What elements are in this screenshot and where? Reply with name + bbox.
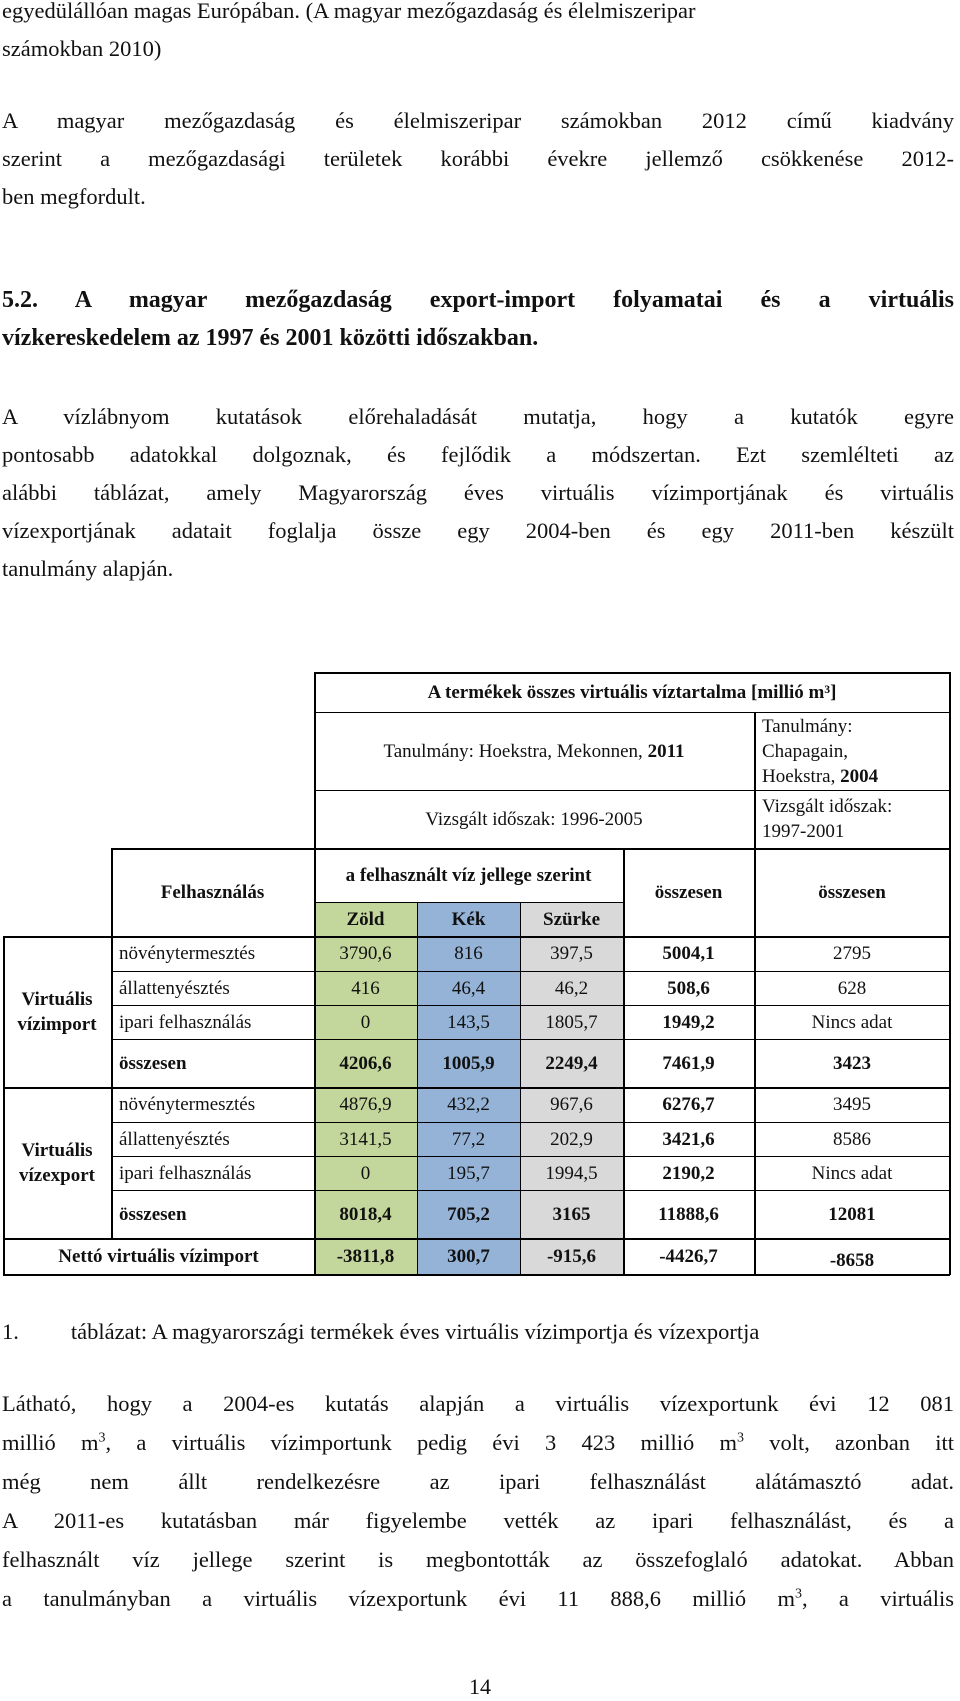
table-cell-name: növénytermesztés — [119, 1094, 256, 1115]
table-cell-green: 4876,9 — [314, 1087, 417, 1122]
grid-line — [3, 1087, 950, 1089]
table-cell-grey: 3165 — [520, 1190, 623, 1238]
table-cell-blue: 77,2 — [417, 1122, 520, 1156]
import-label-line: vízimport — [17, 1013, 97, 1035]
text-span: a tanulmányban a virtuális vízexportunk évi 11 888,6 millió m — [2, 1586, 795, 1611]
net-row-cell-blue: 300,7 — [417, 1238, 520, 1274]
table-cell-grey: 967,6 — [520, 1087, 623, 1122]
text-line: még nem állt rendelkezésre az ipari felhasználást alátámasztó adat. — [2, 1469, 954, 1494]
study-2004-label: Tanulmány: — [762, 715, 853, 737]
grid-line — [417, 902, 418, 1275]
grid-line — [314, 672, 316, 1275]
total-2004-header: összesen — [818, 881, 886, 903]
text-line: vízexportjának adatait foglalja össze egy 2004-ben és egy 2011-ben készült — [2, 518, 954, 543]
text-line: A 2011-es kutatásban már figyelembe vették az ipari felhasználást, és a — [2, 1508, 954, 1533]
net-row-cell-green: -3811,8 — [314, 1238, 417, 1274]
table-cell-name: állattenyésztés — [119, 977, 230, 999]
total-2011-header: összesen — [654, 881, 723, 903]
text-span: millió m — [2, 1430, 99, 1455]
green-header: Zöld — [346, 908, 385, 930]
table-cell-total: 2190,2 — [662, 1162, 715, 1184]
grid-line — [111, 1005, 950, 1006]
grid-line — [623, 848, 625, 1275]
grid-line — [111, 1039, 950, 1040]
table-cell-green: 416 — [314, 971, 417, 1005]
period-2004 — [754, 790, 950, 848]
text-line — [2, 1582, 954, 1616]
table-caption — [2, 1316, 954, 1348]
grid-line — [3, 936, 5, 1275]
study-2004-author2: Hoekstra, — [762, 765, 841, 787]
table-cell-blue: 143,5 — [417, 1005, 520, 1039]
grid-line — [314, 712, 950, 713]
study-2004 — [754, 712, 950, 790]
water-type-header: a felhasznált víz jellege szerint — [345, 864, 592, 886]
table-cell-blue: 705,2 — [417, 1190, 520, 1238]
table-cell-blue: 432,2 — [417, 1087, 520, 1122]
table-cell-green: 8018,4 — [314, 1190, 417, 1238]
section-heading-line: vízkereskedelem az 1997 és 2001 közötti időszakban. — [2, 325, 539, 351]
table-cell-blue: 816 — [417, 936, 520, 971]
period-2004-label: Vizsgált időszak: — [762, 796, 893, 817]
study-2011-authors: Tanulmány: Hoekstra, Mekonnen, — [383, 740, 648, 762]
table-cell-green: 4206,6 — [314, 1039, 417, 1087]
study-2011 — [314, 712, 754, 790]
table-cell-total2004: 2795 — [833, 943, 871, 964]
grid-line — [314, 902, 623, 903]
text-line: ben megfordult. — [2, 184, 146, 209]
table-cell-grey: 1805,7 — [520, 1005, 623, 1039]
table-cell-total2004: 12081 — [828, 1203, 876, 1225]
grey-header: Szürke — [543, 908, 600, 930]
grid-line — [314, 672, 950, 674]
study-2011-year: 2011 — [647, 740, 685, 762]
table-cell-blue: 46,4 — [417, 971, 520, 1005]
import-group-label — [3, 936, 111, 1087]
caption-text: táblázat: A magyarországi termékek éves virtuális vízimportja és vízexportja — [70, 1319, 760, 1344]
table-cell-grey: 1994,5 — [520, 1156, 623, 1190]
table-cell-total: 6276,7 — [662, 1094, 715, 1115]
table-cell-total: 508,6 — [667, 977, 710, 999]
table-cell-total2004: Nincs adat — [811, 1011, 893, 1033]
grid-line — [111, 971, 950, 972]
net-row-cell-total: -4426,7 — [659, 1245, 718, 1267]
import-label-line: Virtuális — [21, 988, 93, 1010]
table-cell-total2004: 628 — [837, 977, 867, 999]
grid-line — [3, 936, 950, 938]
export-group-label — [3, 1087, 111, 1238]
table-cell-grey: 202,9 — [520, 1122, 623, 1156]
table-cell-total: 11888,6 — [658, 1203, 719, 1225]
text-span: Látható, hogy a 2004-es kutatás alapján a virtuális vízexportunk évi 12 081 — [2, 1391, 954, 1416]
export-label-line: vízexport — [19, 1164, 95, 1186]
text-line: alábbi táblázat, amely Magyarország éves virtuális vízimportjának és virtuális — [2, 480, 954, 505]
text-line — [2, 1387, 954, 1421]
table-cell-total: 7461,9 — [662, 1052, 715, 1074]
grid-line — [949, 672, 951, 1275]
caption-number: 1. — [2, 1319, 19, 1344]
table-cell-name: ipari felhasználás — [119, 1011, 252, 1033]
table-cell-total2004: 3495 — [833, 1094, 871, 1115]
table-title: A termékek összes virtuális víztartalma [millió m³] — [427, 681, 837, 703]
superscript: 3 — [736, 1430, 744, 1446]
table-cell-green: 3141,5 — [314, 1122, 417, 1156]
usage-header: Felhasználás — [160, 881, 265, 903]
text-line: A magyar mezőgazdaság és élelmiszeripar számokban 2012 című kiadvány — [2, 108, 954, 133]
grid-line — [520, 902, 521, 1275]
virtual-water-table — [3, 672, 950, 1275]
text-span: , a virtuális vízimportunk pedig évi 3 423 millió m — [105, 1430, 737, 1455]
text-line: számokban 2010) — [2, 36, 162, 61]
grid-line — [111, 848, 113, 1238]
grid-line — [3, 1274, 950, 1276]
grid-line — [111, 1190, 950, 1191]
text-line: szerint a mezőgazdasági területek korábbi évekre jellemző csökkenése 2012- — [2, 146, 954, 171]
export-label-line: Virtuális — [21, 1139, 93, 1161]
table-cell-total2004: 8586 — [833, 1128, 871, 1150]
study-2004-year: 2004 — [840, 765, 879, 787]
table-cell-total: 1949,2 — [662, 1011, 715, 1033]
net-row-cell-grey: -915,6 — [520, 1238, 623, 1274]
study-2004-author1: Chapagain, — [762, 740, 849, 762]
table-cell-name: állattenyésztés — [119, 1128, 230, 1150]
grid-line — [111, 1156, 950, 1157]
text-line: felhasznált víz jellege szerint is megbontották az összefoglaló adatokat. Abban — [2, 1547, 954, 1572]
table-cell-green: 0 — [314, 1156, 417, 1190]
page-number: 14 — [469, 1674, 491, 1699]
period-2004-years: 1997-2001 — [762, 821, 845, 842]
text-line — [2, 1426, 954, 1460]
grid-line — [3, 1238, 950, 1240]
grid-line — [111, 1122, 950, 1123]
superscript: 3 — [794, 1586, 802, 1602]
table-cell-grey: 397,5 — [520, 936, 623, 971]
table-cell-blue: 1005,9 — [417, 1039, 520, 1087]
table-cell-grey: 46,2 — [520, 971, 623, 1005]
table-cell-name: növénytermesztés — [119, 943, 256, 964]
table-cell-total: 3421,6 — [662, 1128, 715, 1150]
period-2011: Vizsgált időszak: 1996-2005 — [425, 808, 643, 830]
section-heading-line: 5.2. A magyar mezőgazdaság export-import folyamatai és a virtuális — [2, 287, 954, 313]
table-cell-name: összesen — [119, 1052, 187, 1074]
text-line: A vízlábnyom kutatások előrehaladását mutatja, hogy a kutatók egyre — [2, 404, 954, 429]
text-line: egyedülállóan magas Európában. (A magyar mezőgazdaság és élelmiszeripar — [2, 0, 696, 23]
text-span: volt, azonban itt — [743, 1430, 955, 1455]
text-line: tanulmány alapján. — [2, 556, 174, 581]
text-line: pontosabb adatokkal dolgoznak, és fejlődik a módszertan. Ezt szemlélteti az — [2, 442, 954, 467]
net-row-cell-name: Nettó virtuális vízimport — [58, 1245, 259, 1267]
table-cell-green: 3790,6 — [314, 936, 417, 971]
table-cell-name: ipari felhasználás — [119, 1162, 252, 1184]
net-row-cell-total2004: -8658 — [829, 1249, 875, 1271]
table-cell-grey: 2249,4 — [520, 1039, 623, 1087]
grid-line — [111, 848, 950, 850]
table-cell-total2004: 3423 — [833, 1052, 871, 1074]
grid-line — [754, 712, 756, 1275]
grid-line — [314, 790, 950, 791]
table-cell-green: 0 — [314, 1005, 417, 1039]
table-cell-total2004: Nincs adat — [811, 1162, 893, 1184]
table-cell-total: 5004,1 — [662, 943, 715, 964]
table-cell-blue: 195,7 — [417, 1156, 520, 1190]
superscript: 3 — [98, 1430, 106, 1446]
text-span: , a virtuális — [801, 1586, 954, 1611]
table-cell-name: összesen — [119, 1203, 187, 1225]
blue-header: Kék — [451, 908, 486, 930]
